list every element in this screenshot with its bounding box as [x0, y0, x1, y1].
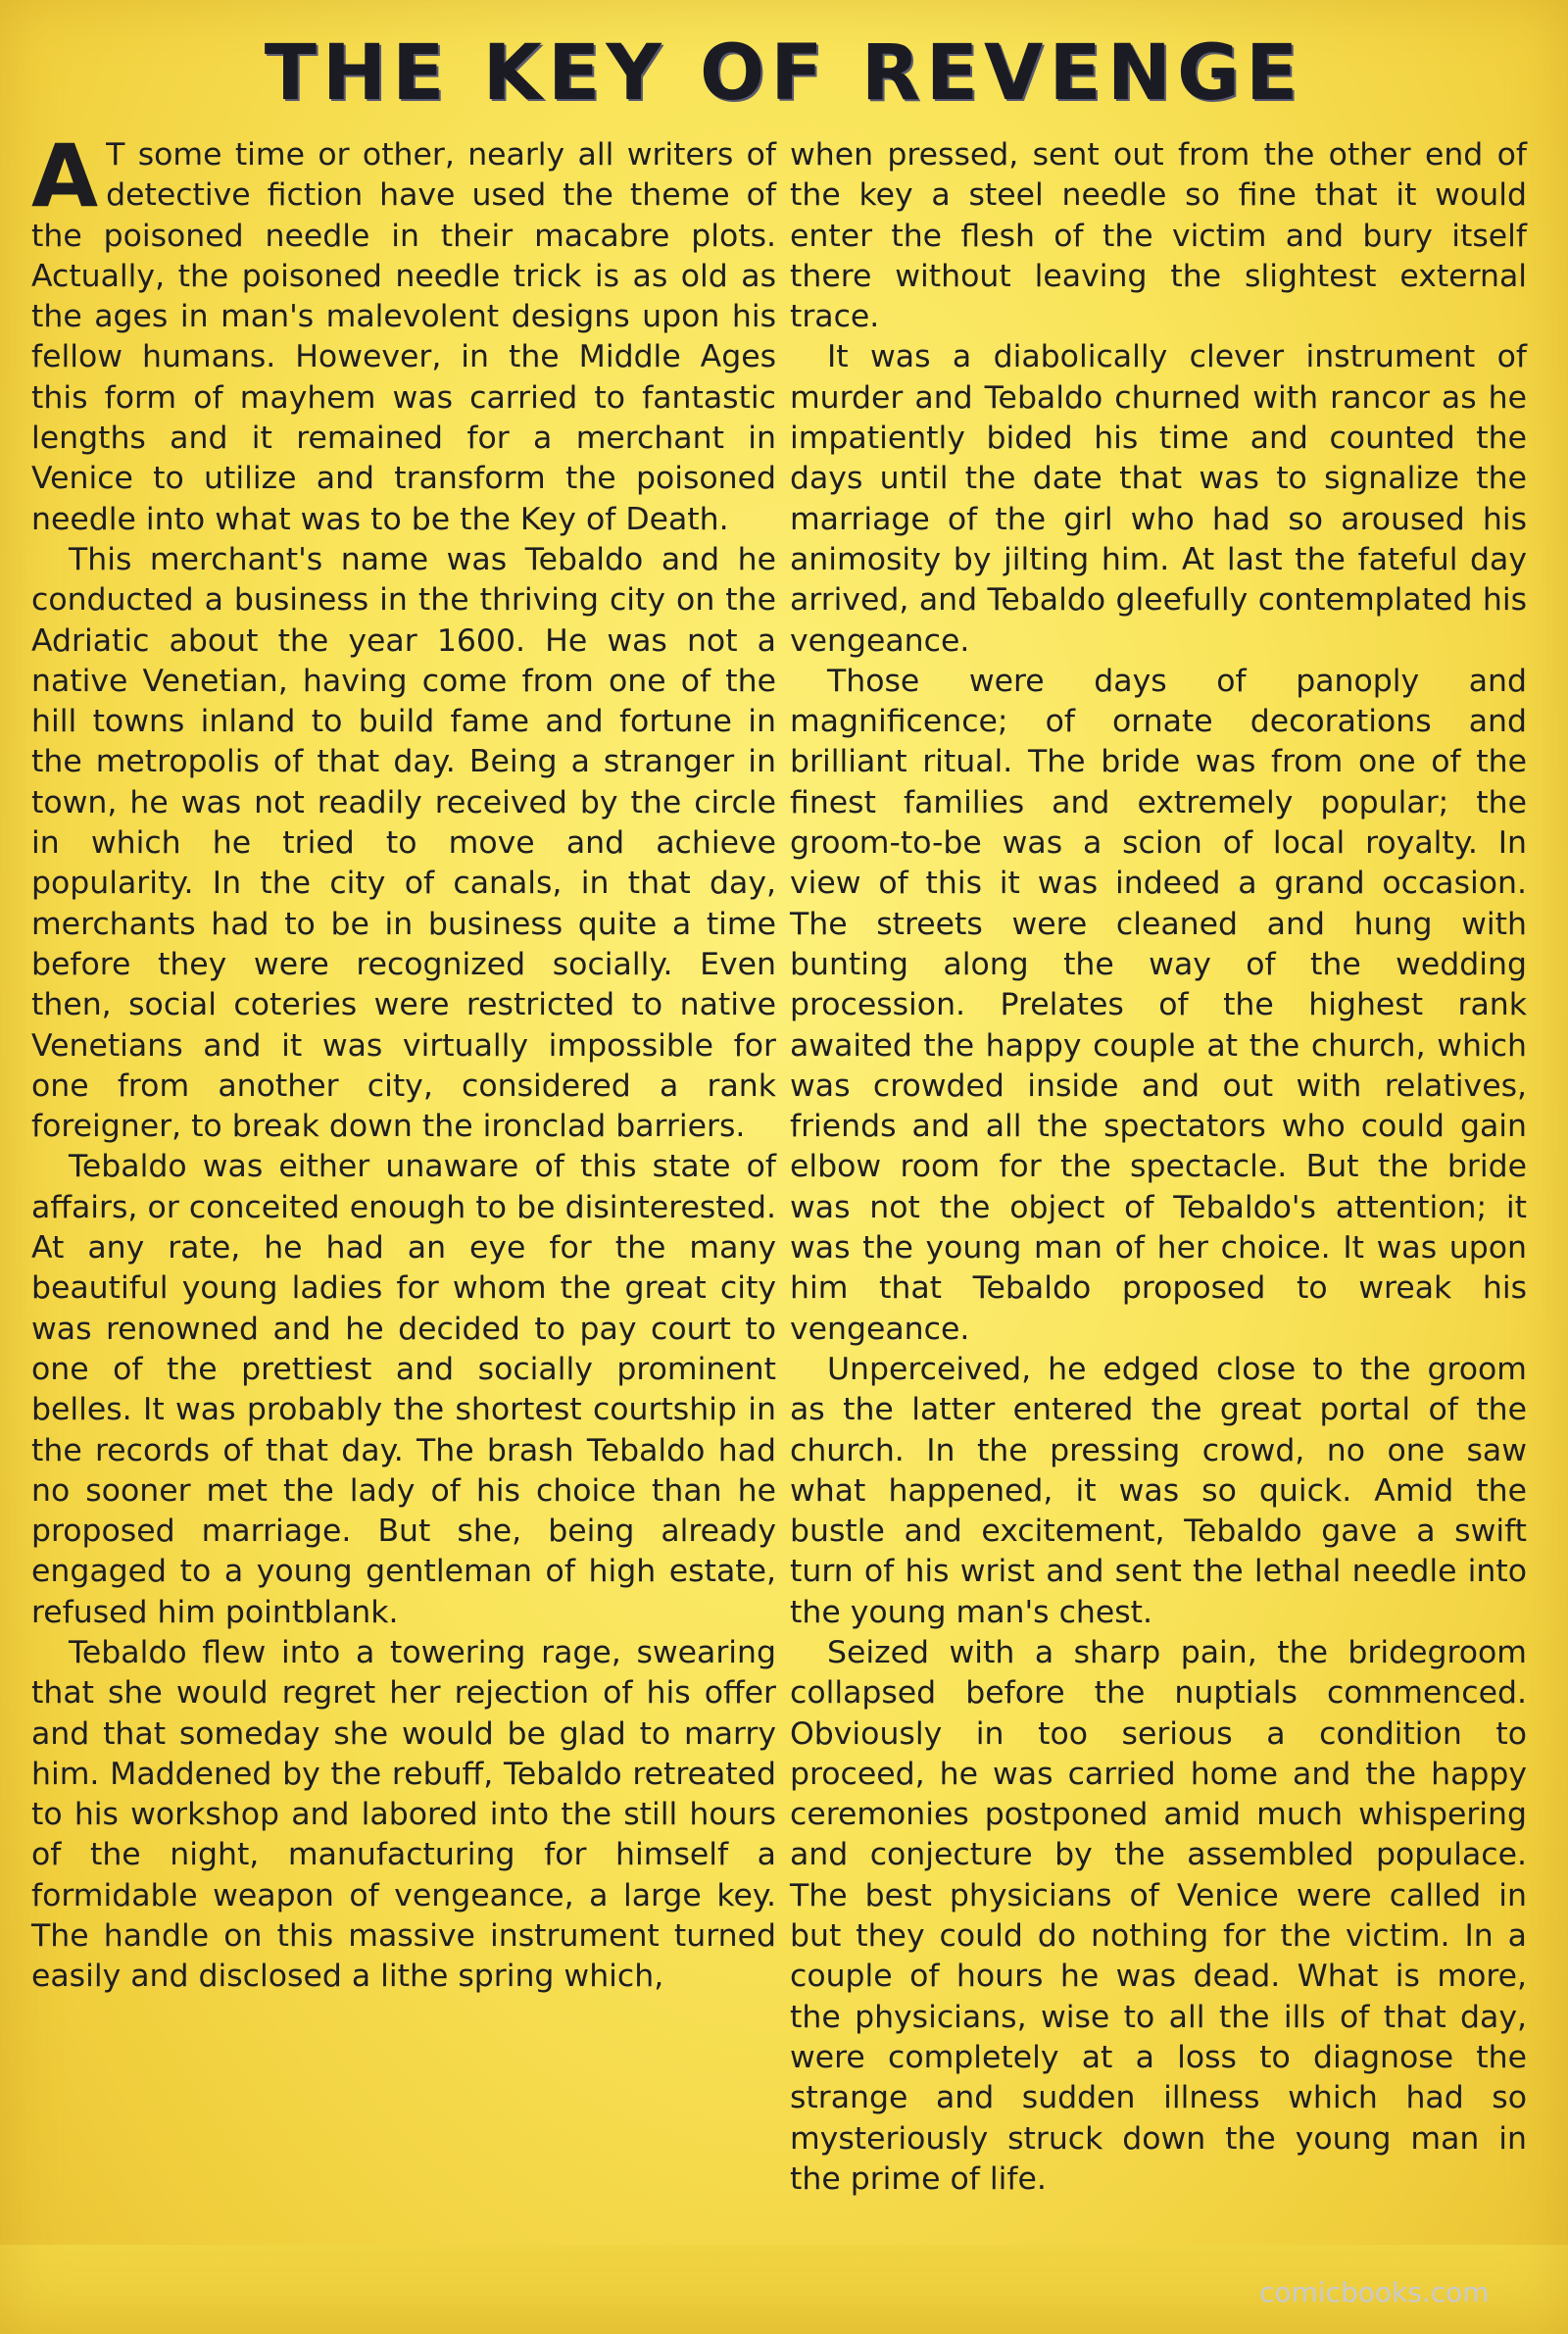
- watermark: comicbooks.com: [1259, 2276, 1490, 2309]
- left-column: [31, 125, 776, 1998]
- paragraph-3: Tebaldo was either unaware of this state of affairs, or conceited enough to be disinterested. At any rate, he had an eye for the many beautiful young ladies for whom the great city was renowned and he decided to pay court to one of the prettiest and socially prominent belles. It was probably the shortest courtship in the records of that day. The brash Tebaldo had no sooner met the lady of his choice than he proposed marriage. But she, being already engaged to a young gentleman of high estate, refused him pointblank.: [31, 1149, 776, 1630]
- drop-cap: A: [31, 125, 99, 226]
- page-title: THE KEY OF REVENGE: [264, 29, 1304, 118]
- paragraph-9: Seized with a sharp pain, the bridegroom collapsed before the nuptials commenced. Obviously in too serious a condition to proceed, he was carried home and the happy ceremonies postponed amid much whispering and conjecture by the assembled populace. The best physicians of Venice were called in but they could do nothing for the victim. In a couple of hours he was dead. What is more, the physicians, wise to all the ills of that day, were completely at a loss to diagnose the strange and sudden illness which had so mysteriously struck down the young man in the prime of life.: [790, 1634, 1527, 2197]
- paragraph-1-text: T some time or other, nearly all writers of detective fiction have used the theme of the poisoned needle in their macabre plots. Actually, the poisoned needle trick is as old as the ages in man's malevolent designs upon his fellow humans. However, in the Middle Ages this form of mayhem was carried to fantastic lengths and it remained for a merchant in Venice to utilize and transform the poisoned needle into what was to be the Key of Death.: [31, 137, 776, 537]
- paragraph-1: [31, 125, 776, 540]
- paragraph-2: This merchant's name was Tebaldo and he conducted a business in the thriving city on the Adriatic about the year 1600. He was not a native Venetian, having come from one of the hill towns inland to build fame and fortune in the metropolis of that day. Being a stranger in town, he was not readily received by the circle in which he tried to move and achieve popularity. In the city of canals, in that day, merchants had to be in business quite a time before they were recognized socially. Even then, social coteries were restricted to native Venetians and it was virtually impossible for one from another city, considered a rank foreigner, to break down the ironclad barriers.: [31, 541, 776, 1145]
- paragraph-8: Unperceived, he edged close to the groom as the latter entered the great portal of the church. In the pressing crowd, no one saw what happened, it was so quick. Amid the bustle and excitement, Tebaldo gave a swift turn of his wrist and sent the lethal needle into the young man's chest.: [790, 1351, 1527, 1630]
- paragraph-6: It was a diabolically clever instrument of murder and Tebaldo churned with rancor as he impatiently bided his time and counted the days until the date that was to signalize the marriage of the girl who had so aroused his animosity by jilting him. At last the fateful day arrived, and Tebaldo gleefully contemplated his vengeance.: [790, 339, 1527, 659]
- paragraph-7: Those were days of panoply and magnificence; of ornate decorations and brilliant ritual. The bride was from one of the finest families and extremely popular; the groom-to-be was a scion of local royalty. In view of this it was indeed a grand occasion. The streets were cleaned and hung with bunting along the way of the wedding procession. Prelates of the highest rank awaited the happy couple at the church, which was crowded inside and out with relatives, friends and all the spectators who could gain elbow room for the spectacle. But the bride was not the object of Tebaldo's attention; it was the young man of her choice. It was upon him that Tebaldo proposed to wreak his vengeance.: [790, 663, 1527, 1347]
- paragraph-4: Tebaldo flew into a towering rage, swearing that she would regret her rejection of his offer and that someday she would be glad to marry him. Maddened by the rebuff, Tebaldo retreated to his workshop and labored into the still hours of the night, manufacturing for himself a formidable weapon of vengeance, a large key. The handle on this massive instrument turned easily and disclosed a lithe spring which,: [31, 1634, 776, 1995]
- paragraph-5: when pressed, sent out from the other end of the key a steel needle so fine that it would enter the flesh of the victim and bury itself there without leaving the slightest external trace.: [790, 137, 1527, 335]
- right-column: [790, 135, 1527, 2200]
